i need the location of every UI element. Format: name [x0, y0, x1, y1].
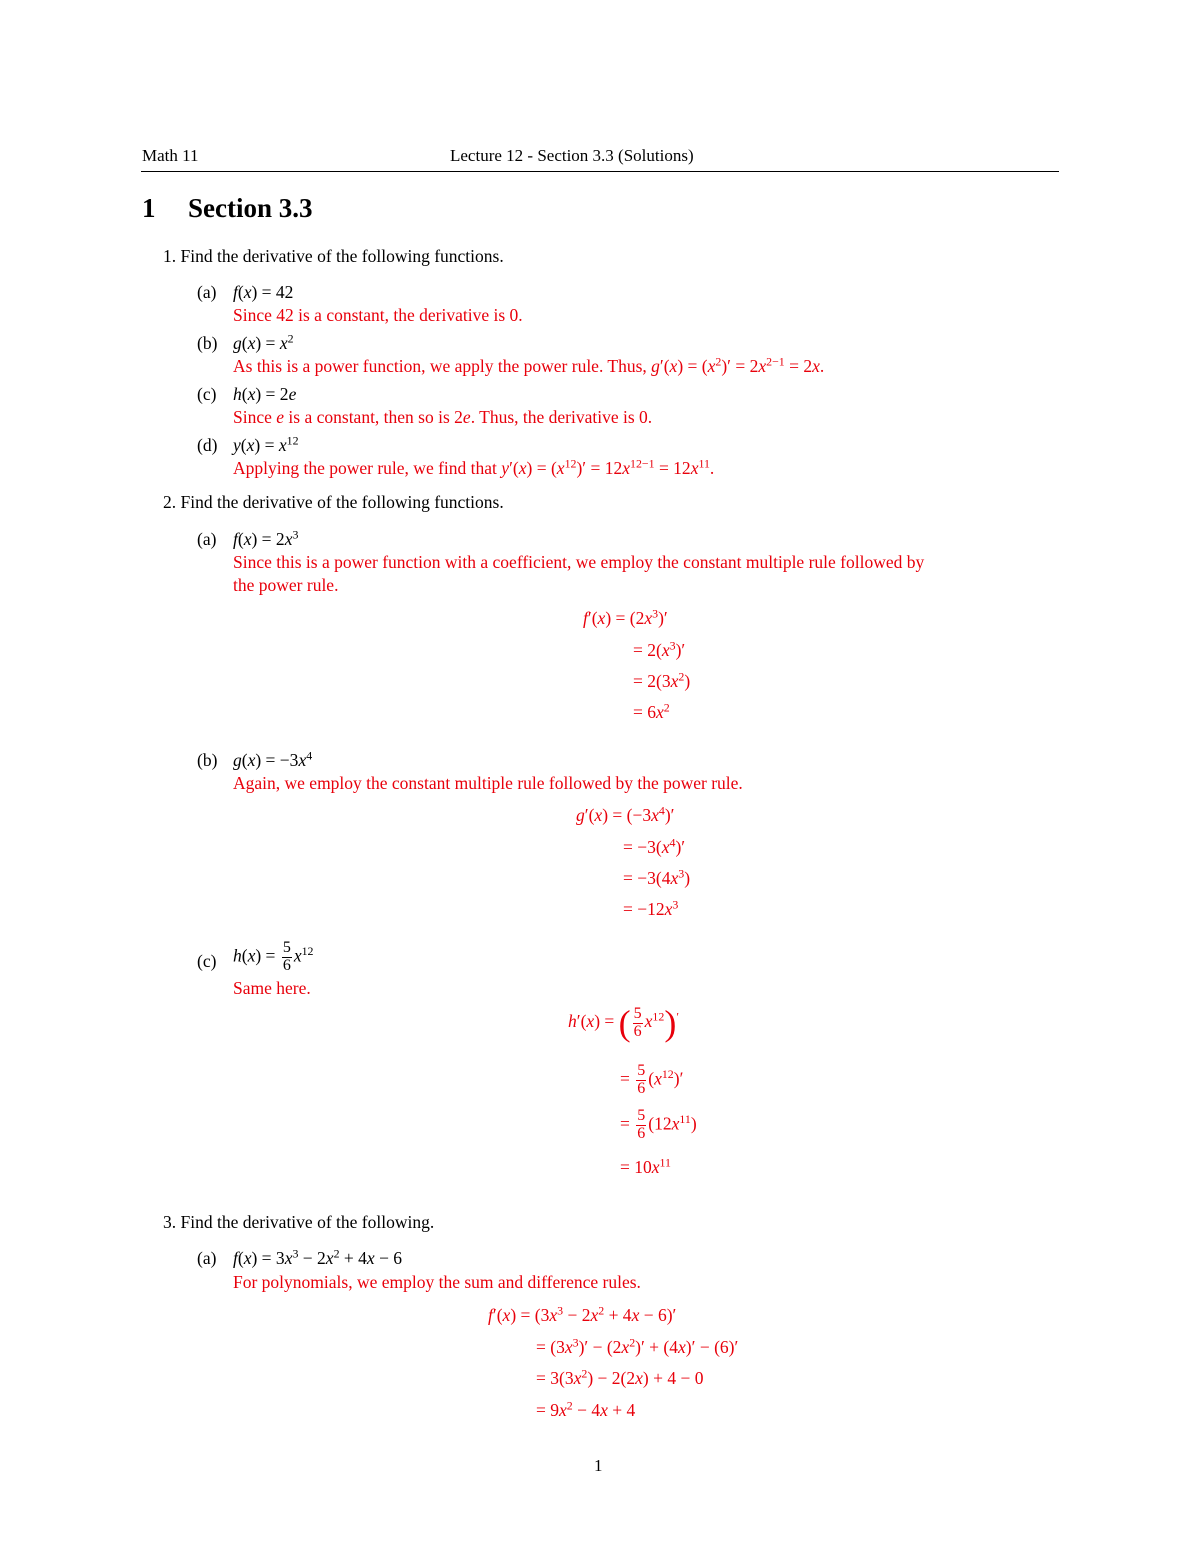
- problem-2-prompt: Find the derivative of the following functions.: [180, 492, 504, 512]
- p2b-step-3: = $-3(4x^3)$: [623, 866, 691, 888]
- p2a-explanation-2: the power rule.: [233, 575, 339, 595]
- p1b-explanation: [233, 356, 824, 377]
- problem-3: [163, 1212, 434, 1233]
- p1a-function: f(x) = 42: [233, 282, 294, 302]
- p2a-label: (a): [197, 529, 217, 549]
- p1d-expl-text: Applying the power rule, we find that: [233, 458, 497, 478]
- p2b-label: (b): [197, 750, 218, 770]
- p2c-step-4: = $10x^{11}$: [620, 1155, 671, 1177]
- header-course: Math 11: [142, 146, 199, 165]
- p1b-label: (b): [197, 333, 218, 353]
- p3a-function: $f(x) = 3x^3 - 2x^2 + 4x - 6$: [233, 1246, 403, 1268]
- p2a-step-4: = $6x^2$: [633, 700, 670, 722]
- section-title: Section 3.3: [188, 193, 313, 223]
- p1c-expl-1: Since: [233, 407, 272, 427]
- p1a-label: (a): [197, 282, 217, 302]
- p1c-expl-2: is a constant, then so is: [288, 407, 450, 427]
- p1d-function: $y(x) = x^{12}$: [233, 433, 299, 455]
- p3a-step-4: = $9x^2 - 4x + 4$: [536, 1398, 636, 1420]
- p3a-step-1: $f'(x) = (3x^3 - 2x^2 + 4x - 6)'$: [488, 1303, 677, 1325]
- problem-3-label: 3.: [163, 1212, 177, 1232]
- problem-1: [163, 246, 504, 267]
- p2a-explanation-1: Since this is a power function with a coefficient, we employ the constant multiple rule followed by: [233, 552, 925, 572]
- problem-2-label: 2.: [163, 492, 177, 512]
- p1d-expl-math: $y'(x) = (x^{12})' = 12x^{12-1} = 12x^{11}$.: [501, 456, 715, 478]
- problem-2: [163, 492, 504, 513]
- p2c-function: h(x) = $\frac{5}{6}$ $x^{12}$: [233, 939, 314, 974]
- p3a-label: (a): [197, 1248, 217, 1268]
- p2c-step-3: = $\frac{5}{6}$ $(12x^{11})$: [620, 1107, 697, 1142]
- header-rule: [141, 171, 1059, 172]
- p2b-explanation: Again, we employ the constant multiple rule followed by the power rule.: [233, 773, 743, 793]
- p1c-expl-3: . Thus, the derivative is 0.: [470, 407, 653, 427]
- section-heading: [142, 193, 313, 224]
- p2b-step-1: $g'(x) = (-3x^4)'$: [576, 803, 675, 825]
- problem-3-prompt: Find the derivative of the following.: [180, 1212, 435, 1232]
- p1d-explanation: [233, 458, 714, 479]
- p1c-function: h(x) = 2e: [233, 384, 297, 404]
- problem-1-label: 1.: [163, 246, 177, 266]
- section-number: 1: [142, 193, 156, 223]
- p3a-step-3: = $3(3x^2) - 2(2x) + 4 - 0$: [536, 1366, 704, 1388]
- p2b-step-2: = $-3(x^4)'$: [623, 835, 686, 857]
- p2a-step-3: = $2(3x^2)$: [633, 669, 691, 691]
- p1b-expl-math: $g'(x) = (x^2)' = 2x^{2-1} = 2x$.: [651, 354, 825, 376]
- p2c-explanation: Same here.: [233, 978, 311, 998]
- header-title: Lecture 12 - Section 3.3 (Solutions): [450, 146, 694, 165]
- page-number: 1: [594, 1456, 603, 1475]
- p2a-function: $f(x) = 2x^3$: [233, 527, 299, 549]
- p2c-label: (c): [197, 951, 217, 971]
- p3a-explanation: For polynomials, we employ the sum and difference rules.: [233, 1272, 641, 1292]
- p1c-explanation: Since e is a constant, then so is 2e. Thus, the derivative is 0.: [233, 407, 653, 427]
- p2c-step-2: = $\frac{5}{6}$ $(x^{12})'$: [620, 1062, 684, 1097]
- p1c-label: (c): [197, 384, 217, 404]
- p1b-function: $g(x) = x^2$: [233, 331, 294, 353]
- p1a-explanation: Since 42 is a constant, the derivative is 0.: [233, 305, 523, 325]
- p2a-step-2: = $2(x^3)'$: [633, 638, 686, 660]
- p2b-function: $g(x) = -3x^4$: [233, 748, 313, 770]
- p1d-label: (d): [197, 435, 218, 455]
- problem-1-prompt: Find the derivative of the following functions.: [180, 246, 504, 266]
- p2b-step-4: = $-12x^3$: [623, 897, 679, 919]
- p1b-expl-text: As this is a power function, we apply the power rule. Thus,: [233, 356, 647, 376]
- p2c-step-1: h′(x) = ( $\frac{5}{6}$ $x^{12})'$: [568, 1003, 679, 1043]
- p2a-step-1: $f'(x) = (2x^3)'$: [583, 606, 668, 628]
- p3a-step-2: = $(3x^3)' - (2x^2)' + (4x)' - (6)'$: [536, 1335, 739, 1357]
